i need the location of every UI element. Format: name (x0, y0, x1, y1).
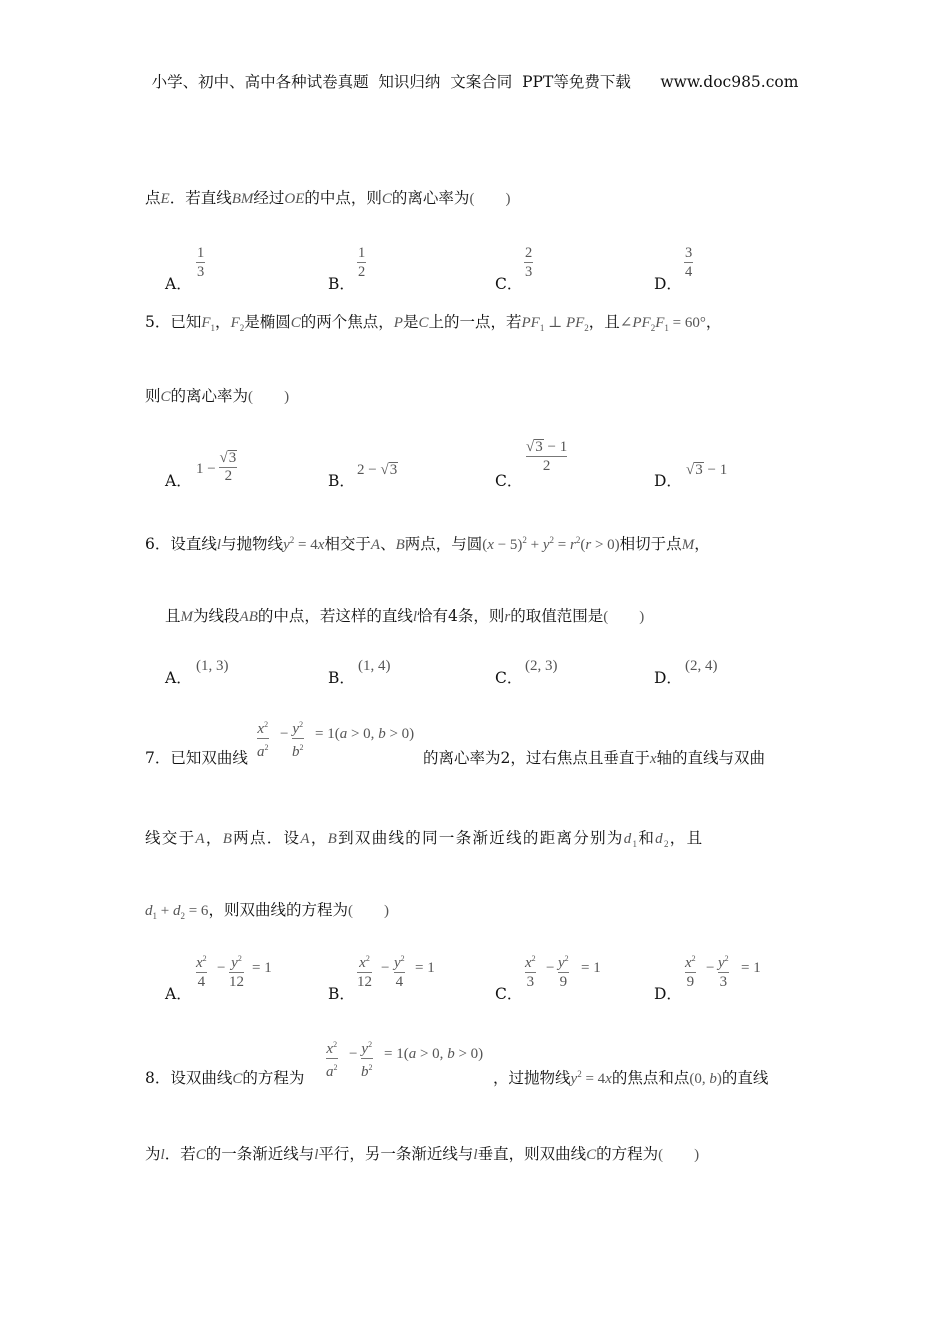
q5-option-d-label[interactable]: D． (654, 472, 682, 490)
q6-option-c-label[interactable]: C． (495, 669, 523, 687)
q5-option-b-value[interactable]: 2 − √3 (357, 462, 398, 478)
q4-stem: 点E．若直线BM经过OE的中点，则C的离心率为( ) (145, 189, 511, 207)
q5-option-c-value[interactable]: √3 − 1 2 (526, 439, 568, 474)
q7-option-c-label[interactable]: C． (495, 985, 523, 1003)
q6-option-b-label[interactable]: B． (328, 669, 355, 687)
page-header: 小学、初中、高中各种试卷真题 知识归纳 文案合同 PPT等免费下载 www.doc985.com (151, 73, 799, 91)
q5-line2: 则C的离心率为( ) (145, 387, 290, 405)
q4-option-d-value[interactable]: 3 4 (685, 245, 693, 280)
q6-line2: 且M为线段AB的中点，若这样的直线l恰有4条，则r的取值范围是( ) (165, 607, 645, 625)
q6-line1: 6．设直线l与抛物线$y^2 = 4x$相交于A、B两点，与圆$(x - 5)^2 + y^2 = r^2(r > 0)$相切于点M， (145, 534, 710, 553)
q7-line2: 线交于A，B两点．设A，B到双曲线的同一条渐近线的距离分别为$d_1$和$d_2$，且 (145, 829, 704, 850)
q4-option-d-label[interactable]: D． (654, 275, 682, 293)
q7-option-b-label[interactable]: B． (328, 985, 355, 1003)
q5-option-b-label[interactable]: B． (328, 472, 355, 490)
q8-line2: 为l．若C的一条渐近线与l平行，另一条渐近线与l垂直，则双曲线C的方程为( ) (145, 1145, 700, 1163)
q5-option-d-value[interactable]: √3 − 1 (686, 462, 728, 478)
q4-option-b-value[interactable]: 1 2 (358, 245, 366, 280)
exam-page: 小学、初中、高中各种试卷真题 知识归纳 文案合同 PPT等免费下载 www.doc985.com 点E．若直线BM经过OE的中点，则C的离心率为( ) A． 1 3 B． 1 2 C． 2 3 D． 3 4 5．已知$F_1$，$F_2$是椭圆C的两个焦点，P是C上的一点，若$PF_1$ ⊥ $PF_2$，且$\angle PF_2F_1 = 60^\circ$， 则C的离心率为( ) A． 1 − $\frac{√3}{2}$ B． 2 − √3 C． √3 − 1 2 D． √3 − 1 6．设直线l与抛物线$y^2 = 4x$相交于A、B两点，与圆$(x - 5)^2 + y^2 = r^2(r > 0)$相切于点M， 且M为线段AB的中点，若这样的直线l恰有4条，则r的取值范围是( ) A． (1, 3) B． (1, 4) C． (2, 3) D． (2, 4) 7．已知双曲线 $x^2$ $a^2$ − $y^2$ $b^2$ = 1(a > 0, b > 0) 的离心率为2，过右焦点且垂直于x轴的直线与双曲 线交于A，B两点．设A，B到双曲线的同一条渐近线的距离分别为$d_1$和$d_2$，且 $d_1 + d_2 = 6$，则双曲线的方程为( ) A． $x^2$ 4 − $y^2$ 12 = 1 B． $x^2$ 12 − $y^2$ 4 = 1 C． $x^2$ 3 − $y^2$ 9 = 1 D． $x^2$ 9 − $y^2$ 3 = 1 8．设双曲线C的方程为 $x^2$ $a^2$ − $y^2$ $b^2$ = 1(a > 0, b > 0) ，过抛物线$y^2 = 4x$的焦点和点(0, b)的直线 为l．若C的一条渐近线与l平行，另一条渐近线与l垂直，则双曲线C的方程为( ) (0, 0, 950, 1344)
q6-option-d-value[interactable]: (2, 4) (685, 658, 718, 674)
q5-option-a-label[interactable]: A． (165, 472, 192, 490)
q6-option-a-value[interactable]: (1, 3) (196, 658, 229, 674)
q5-option-a-value[interactable]: 1 − $\frac{√3}{2}$ (196, 450, 237, 484)
q5-option-c-label[interactable]: C． (495, 472, 523, 490)
q4-option-b-label[interactable]: B． (328, 275, 355, 293)
q5-line1: 5．已知$F_1$，$F_2$是椭圆C的两个焦点，P是C上的一点，若$PF_1$ ⊥ $PF_2$，且$\angle PF_2F_1 = 60^\circ$， (145, 313, 722, 334)
q6-option-d-label[interactable]: D． (654, 669, 682, 687)
q7-option-a-label[interactable]: A． (165, 985, 192, 1003)
q4-option-a-value[interactable]: 1 3 (197, 245, 205, 280)
q7-line3: $d_1 + d_2 = 6$，则双曲线的方程为( ) (145, 901, 389, 922)
q4-option-c-label[interactable]: C． (495, 275, 523, 293)
q7-option-d-label[interactable]: D． (654, 985, 682, 1003)
q6-option-c-value[interactable]: (2, 3) (525, 658, 558, 674)
q4-option-c-value[interactable]: 2 3 (525, 245, 533, 280)
q6-option-a-label[interactable]: A． (165, 669, 192, 687)
q6-option-b-value[interactable]: (1, 4) (358, 658, 391, 674)
q4-option-a-label[interactable]: A． (165, 275, 192, 293)
